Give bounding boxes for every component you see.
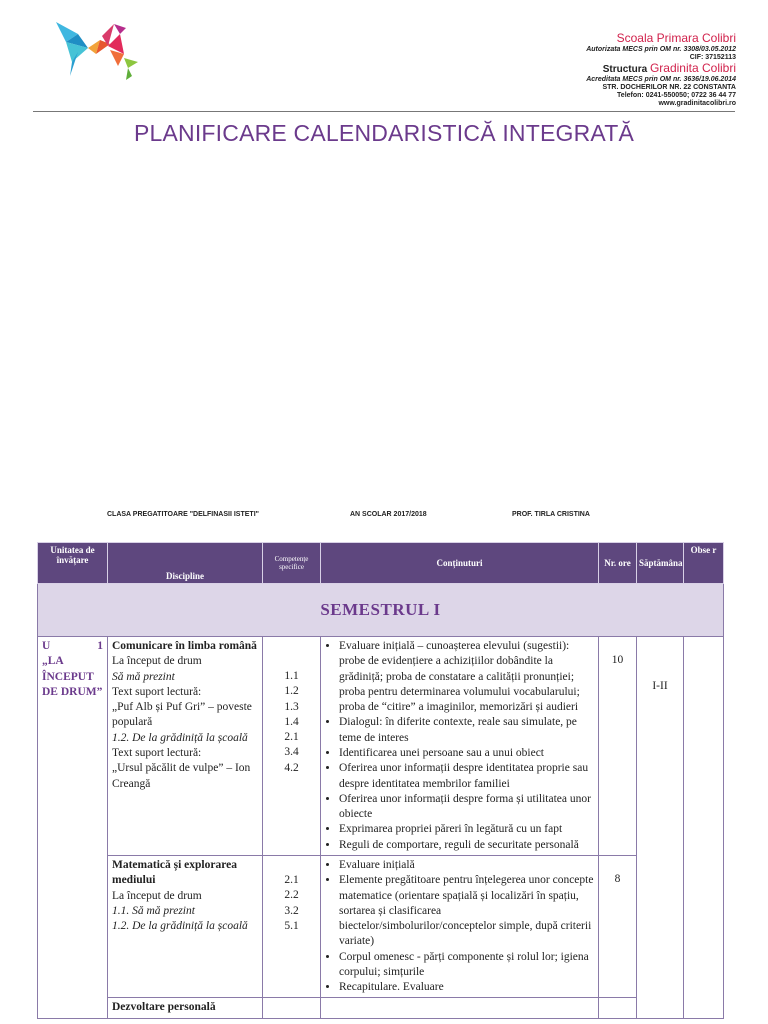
unit-cell: [38, 637, 108, 1019]
teacher-name: PROF. TIRLA CRISTINA: [512, 511, 590, 518]
unit-number: U 1: [42, 640, 103, 652]
hours-cell: [599, 855, 637, 998]
discipline-title: Matematică și explorarea mediului: [112, 858, 237, 887]
school-logo: [48, 14, 143, 80]
school-year: AN SCOLAR 2017/2018: [350, 511, 427, 518]
discipline-title: Dezvoltare personală: [112, 1001, 216, 1014]
competence-code: 1.4: [284, 715, 299, 728]
contents-cell: [321, 637, 599, 856]
content-item: • Dialogul: în diferite contexte, reale sau simulate, pe teme de interes: [339, 715, 594, 746]
content-item: • Evaluare inițială: [339, 858, 594, 873]
discipline-line: La început de drum: [112, 655, 202, 668]
document-title: PLANIFICARE CALENDARISTICĂ INTEGRATĂ: [133, 120, 635, 146]
school-cif: CIF: 37152113: [689, 53, 736, 61]
discipline-line: 1.2. De la grădiniță la școală: [112, 920, 248, 933]
header-unit: Unitatea de învățare: [38, 543, 108, 584]
discipline-cell: [108, 637, 263, 856]
school-accreditation: Acreditata MECS prin OM nr. 3636/19.06.2014: [586, 75, 736, 83]
planning-table: [37, 542, 724, 1019]
content-item: • Oferirea unor informații despre identitatea proprie sau despre identitatea membrilor familiei: [339, 761, 594, 792]
discipline-line: 1.2. De la grădiniță la școală: [112, 731, 248, 744]
structure-line: [586, 62, 736, 76]
competence-code: 2.2: [284, 889, 299, 902]
content-item: • Reguli de comportare, reguli de securitate personală: [339, 838, 594, 853]
table-row: [38, 998, 724, 1018]
discipline-line: „Puf Alb și Puf Gri” – poveste populară: [112, 701, 252, 729]
discipline-line: Text suport lectură:: [112, 685, 202, 698]
hours-cell: [599, 637, 637, 856]
discipline-title: Comunicare în limba română: [112, 640, 257, 652]
table-row: [38, 637, 724, 856]
school-website: www.gradinitacolibri.ro: [658, 99, 736, 107]
structure-label: Structura: [602, 63, 648, 75]
observations-cell: [684, 637, 724, 1019]
contents-cell: [321, 998, 599, 1018]
competences-cell: [263, 637, 321, 856]
discipline-line: 1.1. Să mă prezint: [112, 904, 195, 917]
class-label: CLASA PREGATITOARE "DELFINASII ISTETI": [107, 511, 259, 518]
competences-cell: [263, 855, 321, 998]
header-hours: Nr. ore: [599, 543, 637, 584]
unit-title: „LA ÎNCEPUT DE DRUM”: [42, 655, 103, 698]
semester-row: [38, 584, 724, 637]
competence-code: 1.1: [284, 670, 299, 682]
content-item: • Exprimarea propriei păreri în legătură cu un fapt: [339, 822, 594, 837]
discipline-line: Text suport lectură:: [112, 746, 202, 759]
semester-label: SEMESTRUL I: [38, 584, 724, 637]
school-authorization: Autorizata MECS prin OM nr. 3308/03.05.2012: [586, 45, 736, 53]
competence-code: 3.2: [284, 904, 299, 917]
contents-cell: [321, 855, 599, 998]
school-phone: Telefon: 0241-550050; 0722 36 44 77: [617, 91, 736, 99]
school-header: [586, 32, 736, 108]
school-name: Scoala Primara Colibri: [616, 31, 736, 45]
competence-code: 1.3: [284, 700, 299, 713]
header-competences: Competențe specifice: [263, 543, 321, 584]
content-item: • Oferirea unor informații despre forma și utilitatea unor obiecte: [339, 792, 594, 823]
structure-name: Gradinita Colibri: [649, 60, 736, 75]
week-cell: [637, 637, 684, 1019]
table-row: [38, 855, 724, 998]
header-week: Săptămâna: [637, 543, 684, 584]
discipline-cell: [108, 855, 263, 998]
competence-code: 1.2: [284, 685, 299, 698]
competences-cell: [263, 998, 321, 1018]
header-discipline: Discipline: [108, 543, 263, 584]
discipline-line: La început de drum: [112, 889, 202, 902]
competence-code: 2.1: [284, 731, 299, 744]
table-header-row: [38, 543, 724, 584]
content-item: • Recapitulare. Evaluare: [339, 980, 594, 995]
content-item: • Corpul omenesc - părți componente și rolul lor; igiena corpului; simțurile: [339, 950, 594, 981]
week-value: I-II: [652, 680, 668, 692]
header-obs: Obse r: [684, 543, 724, 584]
discipline-line: Să mă prezint: [112, 670, 175, 683]
header-divider: [33, 111, 735, 112]
competence-code: 2.1: [284, 873, 299, 886]
content-item: • Identificarea unei persoane sau a unui obiect: [339, 746, 594, 761]
discipline-line: „Ursul păcălit de vulpe” – Ion Creangă: [112, 762, 251, 790]
hours-value: 10: [611, 654, 624, 666]
content-item: • Evaluare inițială – cunoașterea elevului (sugestii): probe de evidențiere a achizițiilor dobândite la grădiniță; proba de constatare a calității pronunției; proba pentru determinarea volumului vocabularului; proba de “citire” a imaginilor, memorizări și audieri: [339, 639, 594, 715]
hours-cell: [599, 998, 637, 1018]
header-content: Conținuturi: [321, 543, 599, 584]
content-item: • Elemente pregătitoare pentru înțelegerea unor concepte matematice (orientare spațială și localizări în spațiu, sortarea și clasificarea biectelor/simbolurilor/conceptelor simple, după criterii variate): [339, 873, 594, 949]
competence-code: 3.4: [284, 746, 299, 759]
school-address: STR. DOCHERILOR NR. 22 CONSTANTA: [602, 83, 736, 91]
hours-value: 8: [614, 872, 621, 885]
competence-code: 5.1: [284, 919, 299, 932]
competence-code: 4.2: [284, 761, 299, 774]
discipline-cell: [108, 998, 263, 1018]
